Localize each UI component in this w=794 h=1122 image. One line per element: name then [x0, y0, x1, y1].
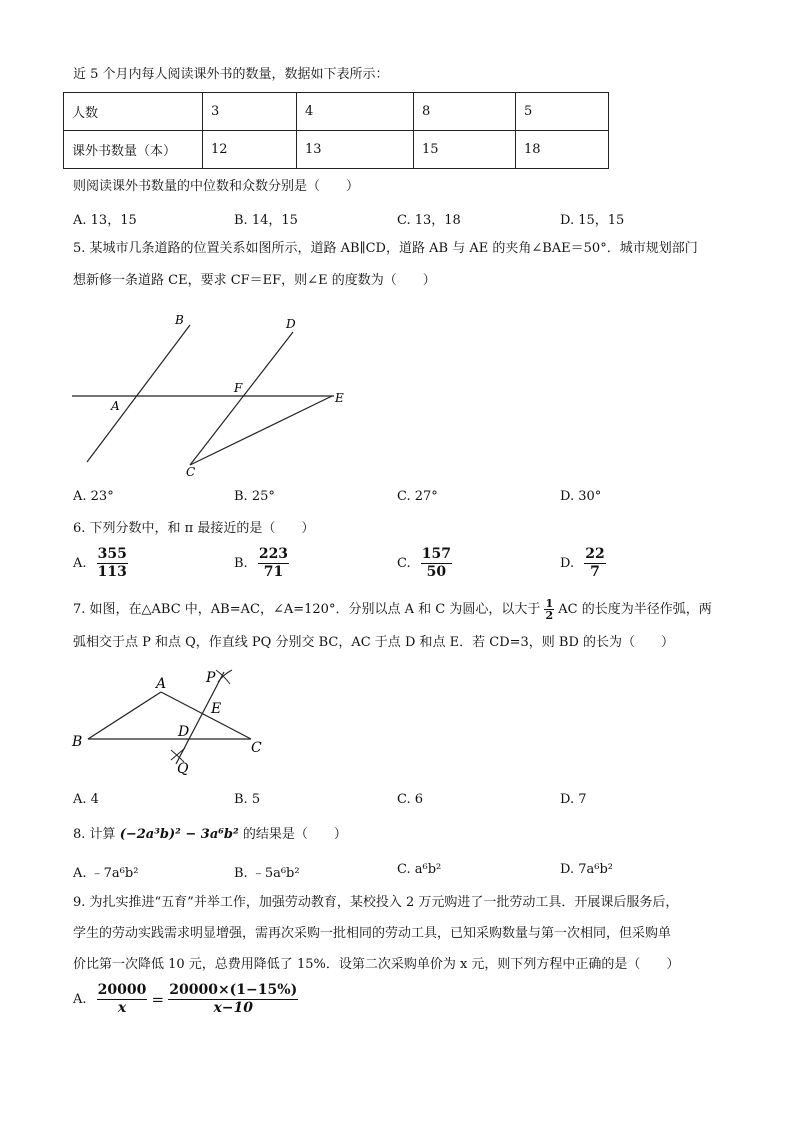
q4-question: 则阅读课外书数量的中位数和众数分别是（ ） [73, 179, 360, 194]
label-q: Q [177, 761, 189, 777]
label-a: A [156, 676, 167, 692]
q7-line1 [73, 598, 712, 621]
q8-option-c: C. a⁶b² [397, 862, 442, 877]
line-cd [190, 332, 293, 465]
denominator: 7 [590, 564, 600, 580]
q7-line2: 弧相交于点 P 和点 Q，作直线 PQ 分别交 BC，AC 于点 D 和点 E．若 CD=3，则 BD 的长为（ ） [73, 635, 675, 650]
line-ab [87, 325, 190, 462]
q7-figure [68, 664, 278, 784]
q7-option-b: B. 5 [234, 792, 261, 807]
segment-ab [88, 692, 161, 739]
q7-line1-part-b: AC 的长度为半径作弧，两 [558, 602, 712, 617]
line-ce [190, 396, 332, 465]
denominator: 71 [263, 564, 284, 580]
option-letter: A. [73, 992, 87, 1007]
segment-ac [161, 692, 251, 739]
q7-line1-part-a: 7. 如图，在△ABC 中，AB=AC，∠A=120°．分别以点 A 和 C 为圆心，以大于 [73, 602, 541, 617]
q6-option-d [560, 546, 606, 581]
q9-line2: 学生的劳动实践需求明显增强，需再次采购一批相同的劳动工具，已知采购数量与第一次相同，但采购单 [73, 926, 672, 941]
option-letter: A. [73, 556, 87, 571]
q4-option-b: B. 14，15 [234, 213, 298, 228]
option-letter: B. [234, 556, 248, 571]
q5-option-c: C. 27° [397, 489, 438, 504]
q8-expression: (−2a³b)² − 3a⁶b² [119, 827, 239, 842]
q9-line3: 价比第一次降低 10 元，总费用降低了 15%．设第二次采购单价为 x 元，则下列方程中正确的是（ ） [73, 957, 680, 972]
q6-option-b [234, 546, 289, 581]
numerator: 157 [421, 546, 451, 562]
table-cell: 4 [297, 93, 414, 131]
label-c: C [186, 465, 196, 479]
label-d: D [178, 724, 190, 740]
data-table [63, 92, 609, 169]
table-cell: 课外书数量（本） [64, 131, 203, 169]
label-e: E [211, 701, 222, 717]
fraction [584, 546, 605, 581]
q8-line [73, 826, 347, 844]
q6-line: 6. 下列分数中，和 π 最接近的是（ ） [73, 521, 315, 536]
q4-intro: 近 5 个月内每人阅读课外书的数量，数据如下表所示： [73, 67, 389, 82]
q8-option-d: D. 7a⁶b² [560, 862, 613, 877]
denominator: 50 [426, 564, 447, 580]
q9-option-a [73, 982, 298, 1017]
denominator: x [117, 1000, 127, 1016]
q8-line-part-b: 的结果是（ ） [242, 827, 347, 842]
fraction [97, 546, 128, 581]
label-e: E [335, 391, 344, 405]
table-row [64, 93, 609, 131]
fraction [258, 546, 289, 581]
q7-option-a: A. 4 [73, 792, 99, 807]
q4-option-c: C. 13，18 [397, 213, 461, 228]
table-cell: 13 [297, 131, 414, 169]
arc-q2 [171, 748, 185, 760]
option-letter: C. [397, 556, 411, 571]
denominator: x−10 [213, 1000, 253, 1016]
fraction-rhs [168, 982, 298, 1017]
half-fraction [544, 598, 554, 621]
label-b: B [175, 313, 184, 327]
table-row [64, 131, 609, 169]
q6-option-c [397, 546, 452, 581]
table-cell: 5 [516, 93, 609, 131]
q5-figure [60, 308, 360, 480]
q8-option-a: A. ﹣7a⁶b² [73, 866, 139, 881]
denominator: 113 [97, 564, 127, 580]
numerator: 20000×(1−15%) [169, 982, 298, 998]
numerator: 223 [258, 546, 289, 562]
label-p: P [206, 670, 216, 686]
q5-line1: 5. 某城市几条道路的位置关系如图所示，道路 AB∥CD，道路 AB 与 AE 的夹角∠BAE＝50°．城市规划部门 [73, 241, 698, 256]
q9-line1: 9. 为扎实推进“五育”并举工作，加强劳动教育，某校投入 2 万元购进了一批劳动工具．开展课后服务后， [73, 895, 679, 910]
q5-option-b: B. 25° [234, 489, 275, 504]
option-letter: D. [560, 556, 575, 571]
q4-option-d: D. 15，15 [560, 213, 625, 228]
fraction [421, 546, 452, 581]
label-a: A [111, 399, 120, 413]
numerator: 20000 [97, 982, 147, 998]
label-b: B [72, 734, 83, 750]
table-cell: 15 [414, 131, 516, 169]
equals-sign: = [151, 990, 165, 1009]
label-c: C [251, 740, 262, 756]
numerator: 22 [585, 546, 605, 562]
table-cell: 3 [203, 93, 297, 131]
table-cell: 18 [516, 131, 609, 169]
numerator: 355 [97, 546, 127, 562]
table-cell: 12 [203, 131, 297, 169]
q5-option-d: D. 30° [560, 489, 602, 504]
q4-option-a: A. 13，15 [73, 213, 137, 228]
table-cell: 8 [414, 93, 516, 131]
q7-option-d: D. 7 [560, 792, 587, 807]
q8-option-b: B. ﹣5a⁶b² [234, 866, 300, 881]
q5-option-a: A. 23° [73, 489, 114, 504]
label-f: F [234, 381, 243, 395]
numerator: 1 [545, 597, 554, 610]
label-d: D [286, 317, 296, 331]
q6-option-a [73, 546, 128, 581]
q7-option-c: C. 6 [397, 792, 424, 807]
denominator: 2 [545, 609, 554, 622]
q8-line-part-a: 8. 计算 [73, 827, 116, 842]
q5-line2: 想新修一条道路 CE，要求 CF＝EF，则∠E 的度数为（ ） [73, 273, 436, 288]
fraction-lhs [97, 982, 148, 1017]
table-cell: 人数 [64, 93, 203, 131]
